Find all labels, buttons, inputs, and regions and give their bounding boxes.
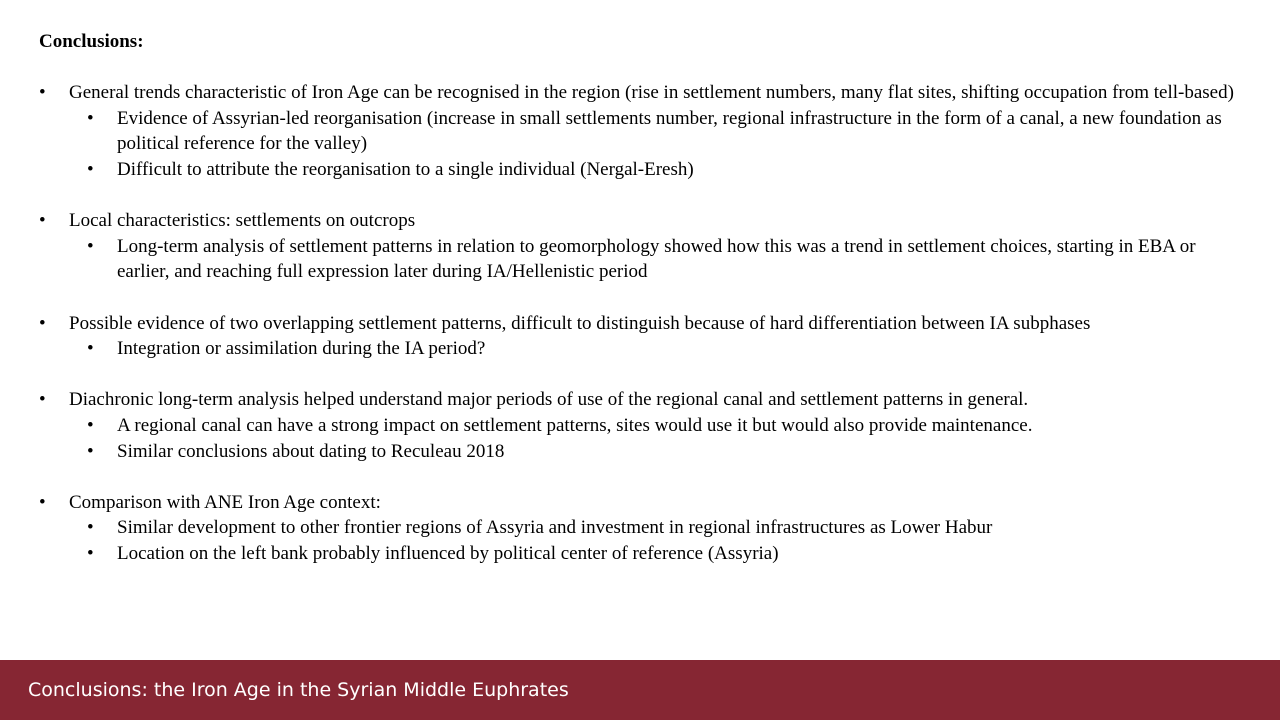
bullet-text: Comparison with ANE Iron Age context: [69,491,381,513]
sub-bullet-item [39,439,1239,465]
sub-bullet-text: Difficult to attribute the reorganisation to a single individual (Nergal-Eresh) [117,158,694,180]
bullet-text: Diachronic long-term analysis helped understand major periods of use of the regional canal and settlement patterns in general. [69,389,1029,411]
bullet-icon: • [87,440,94,462]
bullet-icon: • [39,312,46,334]
bullet-icon: • [39,82,46,104]
bullet-icon: • [87,158,94,180]
spacer [39,183,1239,209]
bullet-text: General trends characteristic of Iron Age can be recognised in the region (rise in settlement numbers, many flat sites, shifting occupation from tell-based) [69,82,1234,104]
slide-body [39,29,1239,566]
bullet-icon: • [87,107,94,129]
sub-bullet-text: Evidence of Assyrian-led reorganisation (increase in small settlements number, regional infrastructure in the form of a canal, a new foundation as political reference for the valley) [117,107,1222,155]
sub-bullet-item [39,157,1239,183]
bullet-text: Possible evidence of two overlapping settlement patterns, difficult to distinguish because of hard differentiation between IA subphases [69,312,1091,334]
bullet-icon: • [39,491,46,513]
conclusions-heading: Conclusions: [39,31,144,52]
sub-bullet-item [39,515,1239,541]
bullet-item [39,80,1239,106]
sub-bullet-text: Similar development to other frontier regions of Assyria and investment in regional infrastructures as Lower Habur [117,517,993,539]
sub-bullet-item [39,234,1239,285]
spacer [39,55,1239,81]
spacer [39,285,1239,311]
sub-bullet-item [39,541,1239,567]
spacer [39,464,1239,490]
sub-bullet-item [39,413,1239,439]
sub-bullet-text: Long-term analysis of settlement patterns in relation to geomorphology showed how this was a trend in settlement choices, starting in EBA or earlier, and reaching full expression later during IA/Hellenistic period [117,235,1196,283]
bullet-icon: • [87,542,94,564]
bullet-icon: • [87,235,94,257]
sub-bullet-text: A regional canal can have a strong impact on settlement patterns, sites would use it but would also provide maintenance. [117,414,1033,436]
bullet-icon: • [87,517,94,539]
bullet-item [39,490,1239,516]
bullet-icon: • [87,414,94,436]
sub-bullet-text: Integration or assimilation during the IA period? [117,338,486,360]
bullet-icon: • [39,210,46,232]
sub-bullet-item [39,106,1239,157]
bullet-icon: • [87,338,94,360]
sub-bullet-text: Location on the left bank probably influenced by political center of reference (Assyria) [117,542,779,564]
spacer [39,362,1239,388]
footer-title: Conclusions: the Iron Age in the Syrian Middle Euphrates [28,679,569,701]
bullet-text: Local characteristics: settlements on outcrops [69,210,416,232]
bullet-icon: • [39,389,46,411]
sub-bullet-item [39,336,1239,362]
sub-bullet-text: Similar conclusions about dating to Reculeau 2018 [117,440,505,462]
bullet-item [39,311,1239,337]
bullet-item [39,387,1239,413]
bullet-item [39,208,1239,234]
footer-bar [0,660,1280,720]
